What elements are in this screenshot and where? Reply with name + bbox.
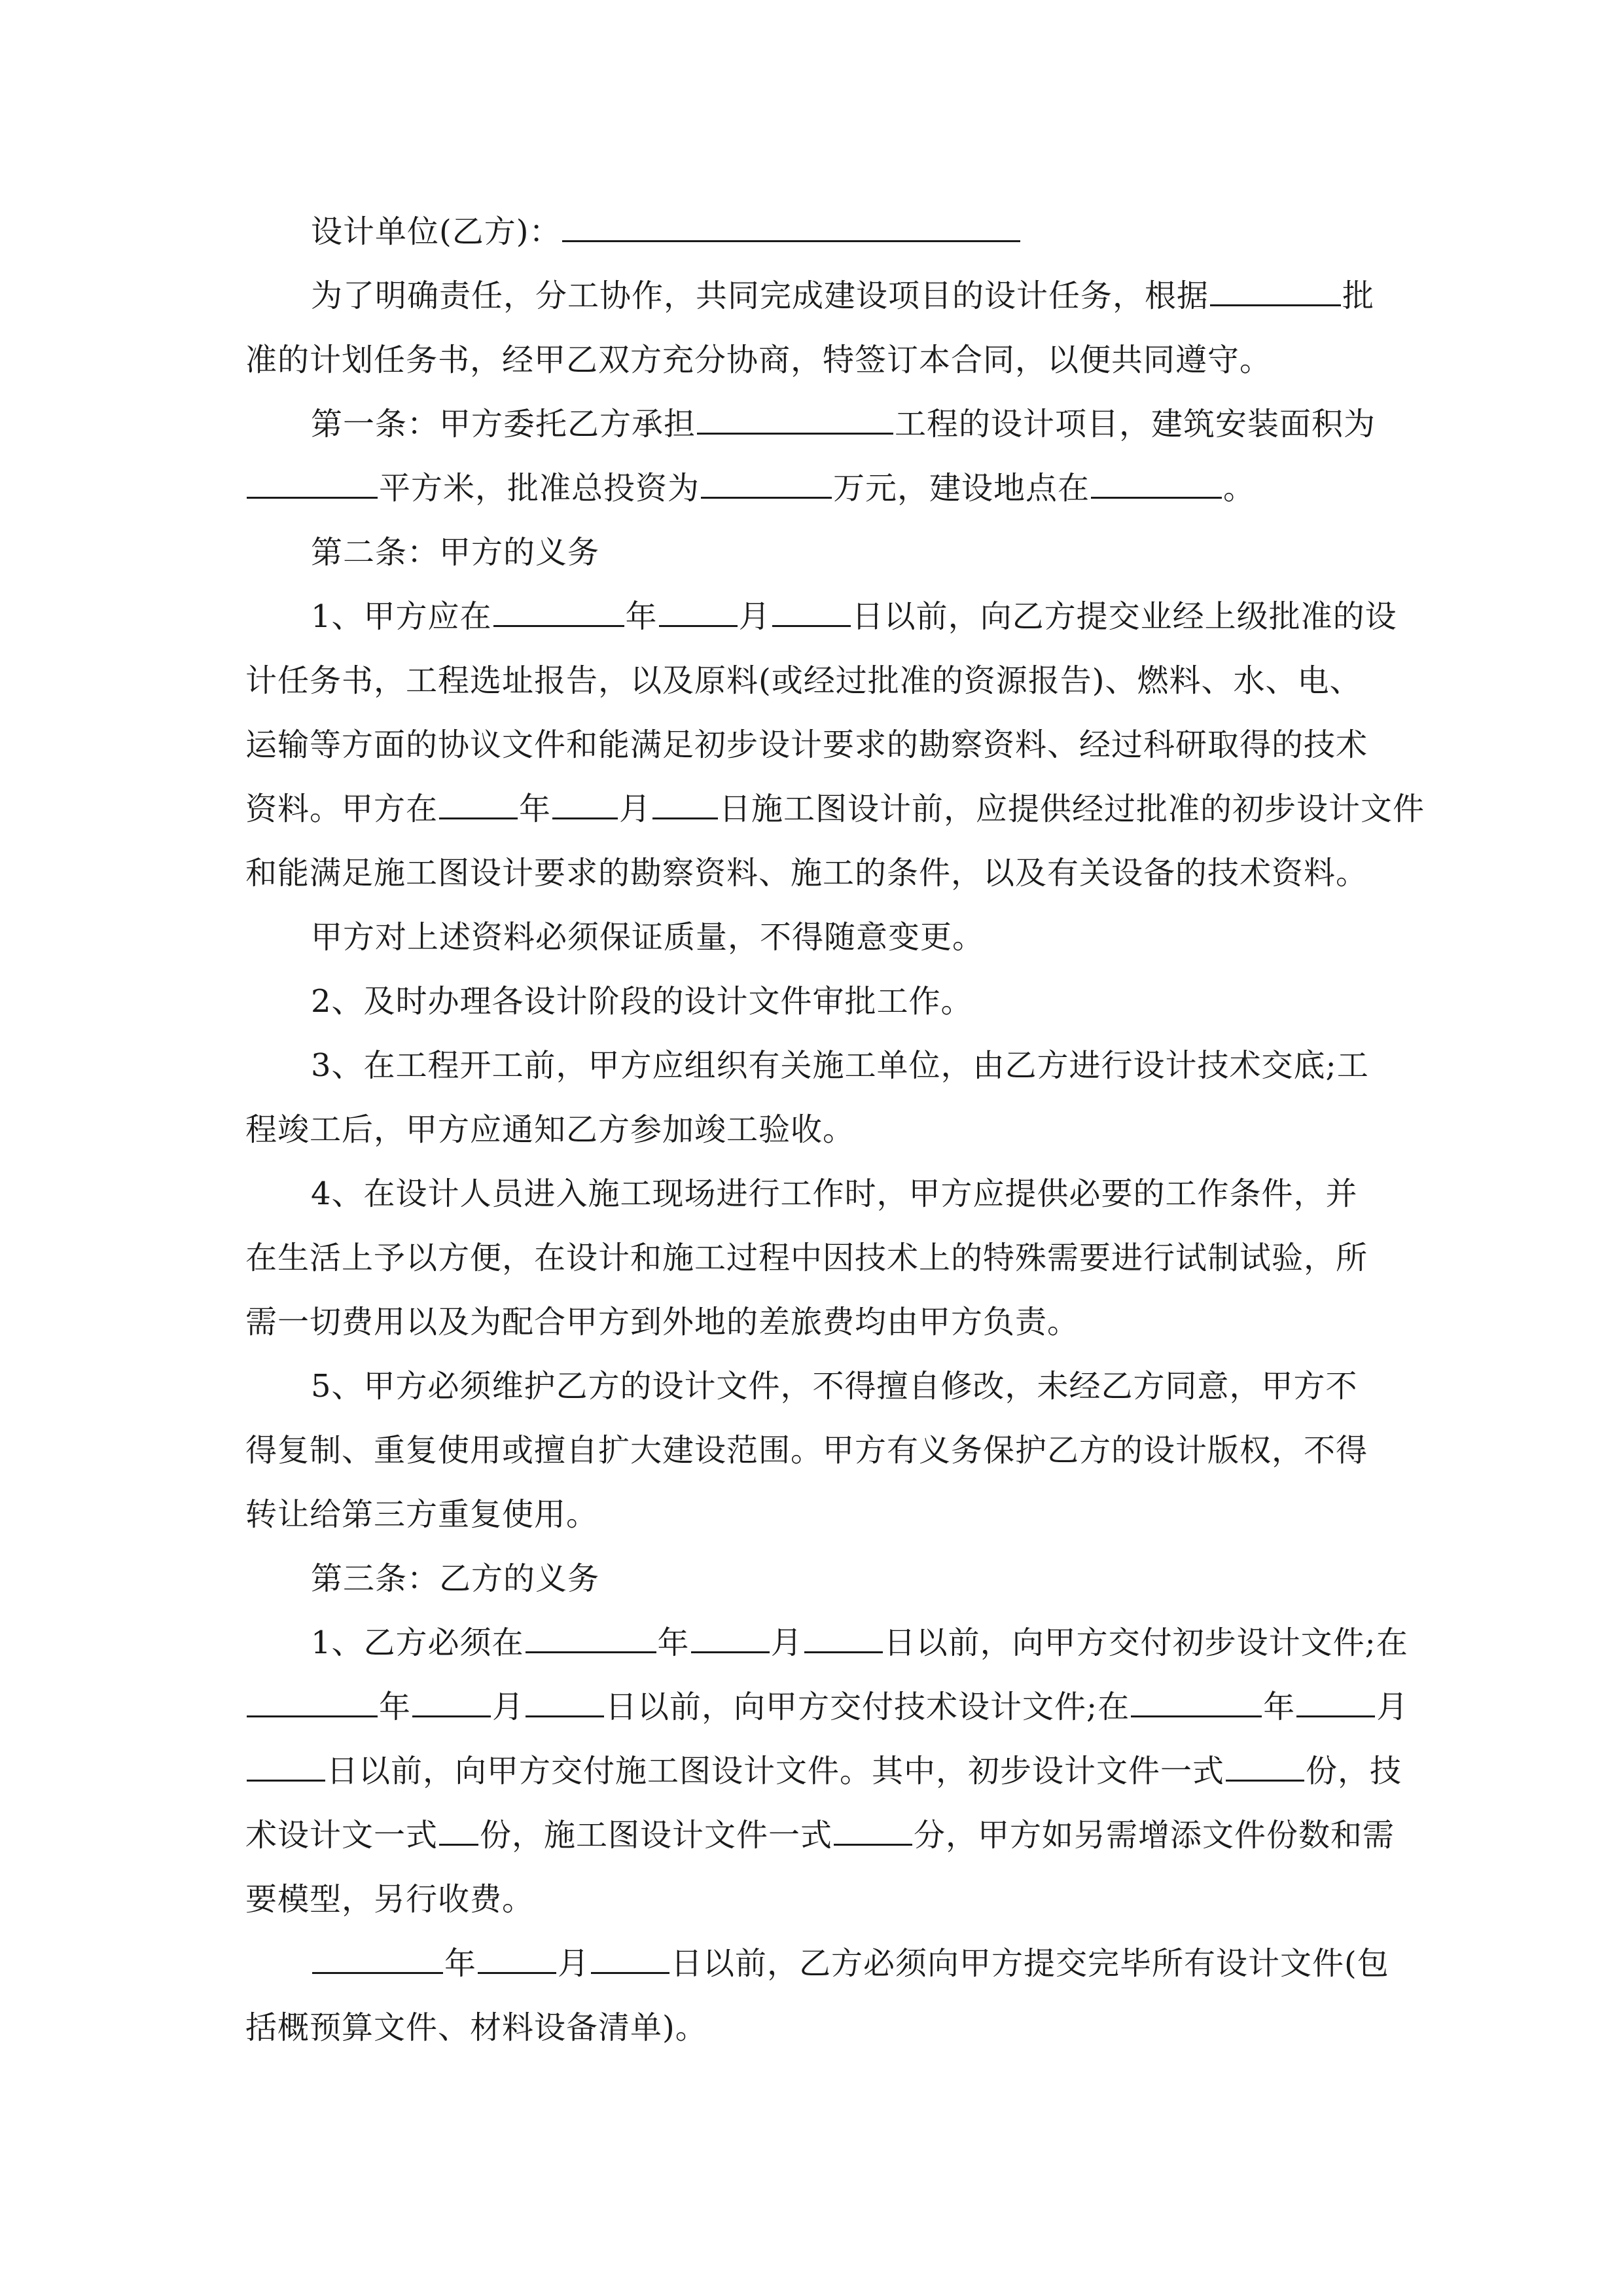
a2i1-text-1: 1、甲方应在	[311, 598, 492, 635]
party-b-line	[245, 200, 1410, 264]
a2i3-text-2: 程竣工后，甲方应通知乙方参加竣工验收。	[245, 1111, 855, 1148]
a2i1-year-label: 年	[625, 598, 658, 635]
a3i1-month3-label: 月	[1376, 1689, 1409, 1725]
article-3-heading: 第三条：乙方的义务	[311, 1560, 600, 1597]
a2i1-month2-blank[interactable]	[552, 785, 618, 819]
final-month-label: 月	[558, 1945, 590, 1982]
a2i5-text-3: 转让给第三方重复使用。	[245, 1496, 599, 1533]
article-1-text-1: 第一条：甲方委托乙方承担	[311, 406, 696, 442]
a2i3-text-1: 3、在工程开工前，甲方应组织有关施工单位，由乙方进行设计技术交底;工	[311, 1047, 1369, 1084]
article-1-paragraph	[245, 392, 1410, 520]
a3i1-text-6: 术设计文一式	[245, 1817, 438, 1854]
a3i1-text-8: 分，甲方如另需增添文件份数和需	[914, 1817, 1395, 1854]
a3i1-month-blank[interactable]	[691, 1619, 770, 1653]
a3i1-year-label: 年	[657, 1624, 690, 1661]
a2i4-text-2: 在生活上予以方便，在设计和施工过程中因技术上的特殊需要进行试制试验，所	[245, 1240, 1368, 1276]
a3i1-text-9: 要模型，另行收费。	[245, 1881, 535, 1918]
article-1-text-3: 平方米，批准总投资为	[379, 470, 700, 507]
a3i1-month3-blank[interactable]	[1296, 1683, 1375, 1717]
a2i5-text-2: 得复制、重复使用或擅自扩大建设范围。甲方有义务保护乙方的设计版权，不得	[245, 1432, 1368, 1469]
article-2-heading: 第二条：甲方的义务	[311, 534, 600, 571]
preamble-text-3: 准的计划任务书，经甲乙双方充分协商，特签订本合同，以便共同遵守。	[245, 342, 1272, 378]
quality-paragraph: 甲方对上述资料必须保证质量，不得随意变更。	[311, 919, 985, 956]
a2i1-year2-label: 年	[519, 791, 552, 827]
a3i1-month2-blank[interactable]	[412, 1683, 491, 1717]
final-year-blank[interactable]	[312, 1939, 443, 1974]
a3i1-copies3-blank[interactable]	[834, 1811, 912, 1846]
final-year-label: 年	[444, 1945, 477, 1982]
article-2-item-2: 2、及时办理各设计阶段的设计文件审批工作。	[311, 983, 973, 1020]
a3i1-year2-label: 年	[379, 1689, 412, 1725]
area-blank[interactable]	[247, 464, 378, 499]
article-2-item-5	[245, 1354, 1410, 1547]
a2i1-month-label: 月	[738, 598, 771, 635]
a2i1-year2-blank[interactable]	[439, 785, 518, 819]
a3i1-year-blank[interactable]	[526, 1619, 656, 1653]
party-b-label: 设计单位(乙方)：	[311, 213, 562, 250]
a2i1-text-2: 日以前，向乙方提交业经上级批准的设	[851, 598, 1397, 635]
a2i1-day-blank[interactable]	[772, 592, 851, 627]
party-b-blank[interactable]	[562, 207, 1020, 242]
a3i1-day3-blank[interactable]	[247, 1747, 325, 1782]
final-month-blank[interactable]	[478, 1939, 556, 1974]
a2i1-month2-label: 月	[619, 791, 652, 827]
approval-authority-blank[interactable]	[1210, 272, 1341, 306]
final-day-blank[interactable]	[591, 1939, 669, 1974]
a3i1-day-blank[interactable]	[804, 1619, 883, 1653]
a3i1-day2-blank[interactable]	[526, 1683, 604, 1717]
investment-blank[interactable]	[701, 464, 832, 499]
project-name-blank[interactable]	[697, 400, 893, 435]
preamble-paragraph	[245, 264, 1410, 392]
article-2-item-1	[245, 584, 1425, 905]
a3i1-text-1: 1、乙方必须在	[311, 1624, 524, 1661]
location-blank[interactable]	[1091, 464, 1222, 499]
a3i1-copies2-blank[interactable]	[439, 1811, 478, 1846]
preamble-text-2: 批	[1342, 278, 1375, 314]
a3i1-text-4: 日以前，向甲方交付施工图设计文件。其中，初步设计文件一式	[327, 1753, 1225, 1789]
article-3-item-1	[245, 1611, 1410, 1931]
contract-body	[245, 200, 1425, 2060]
a3i1-year2-blank[interactable]	[247, 1683, 378, 1717]
a2i1-day2-blank[interactable]	[652, 785, 718, 819]
final-delivery-paragraph	[245, 1931, 1410, 2060]
a3i1-year3-label: 年	[1263, 1689, 1296, 1725]
a2i1-year-blank[interactable]	[493, 592, 624, 627]
a3i1-month-label: 月	[770, 1624, 803, 1661]
a3i1-text-7: 份，施工图设计文件一式	[480, 1817, 833, 1854]
a2i1-text-6: 日施工图设计前，应提供经过批准的初步设计文件	[719, 791, 1425, 827]
article-1-text-2: 工程的设计项目，建筑安装面积为	[895, 406, 1376, 442]
article-2-item-4	[245, 1162, 1410, 1354]
a3i1-text-5: 份，技	[1306, 1753, 1402, 1789]
article-1-text-5: 。	[1223, 470, 1256, 507]
a3i1-text-3: 日以前，向甲方交付技术设计文件;在	[605, 1689, 1130, 1725]
final-text-1: 日以前，乙方必须向甲方提交完毕所有设计文件(包	[671, 1945, 1389, 1982]
a3i1-year3-blank[interactable]	[1131, 1683, 1262, 1717]
a3i1-month2-label: 月	[492, 1689, 525, 1725]
a2i1-text-5: 资料。甲方在	[245, 791, 438, 827]
a2i1-text-7: 和能满足施工图设计要求的勘察资料、施工的条件，以及有关设备的技术资料。	[245, 855, 1368, 891]
preamble-text-1: 为了明确责任，分工协作，共同完成建设项目的设计任务，根据	[311, 278, 1209, 314]
a2i4-text-1: 4、在设计人员进入施工现场进行工作时，甲方应提供必要的工作条件，并	[311, 1175, 1358, 1212]
final-text-2: 括概预算文件、材料设备清单)。	[245, 2009, 707, 2046]
article-2-item-3	[245, 1033, 1410, 1162]
a2i1-text-3: 计任务书，工程选址报告，以及原料(或经过批准的资源报告)、燃料、水、电、	[245, 662, 1362, 699]
article-1-text-4: 万元，建设地点在	[833, 470, 1090, 507]
a2i1-month-blank[interactable]	[659, 592, 738, 627]
a2i5-text-1: 5、甲方必须维护乙方的设计文件，不得擅自修改，未经乙方同意，甲方不	[311, 1368, 1358, 1405]
a2i1-text-4: 运输等方面的协议文件和能满足初步设计要求的勘察资料、经过科研取得的技术	[245, 726, 1368, 763]
a2i4-text-3: 需一切费用以及为配合甲方到外地的差旅费均由甲方负责。	[245, 1304, 1080, 1340]
a3i1-text-2: 日以前，向甲方交付初步设计文件;在	[883, 1624, 1408, 1661]
a3i1-copies1-blank[interactable]	[1226, 1747, 1304, 1782]
